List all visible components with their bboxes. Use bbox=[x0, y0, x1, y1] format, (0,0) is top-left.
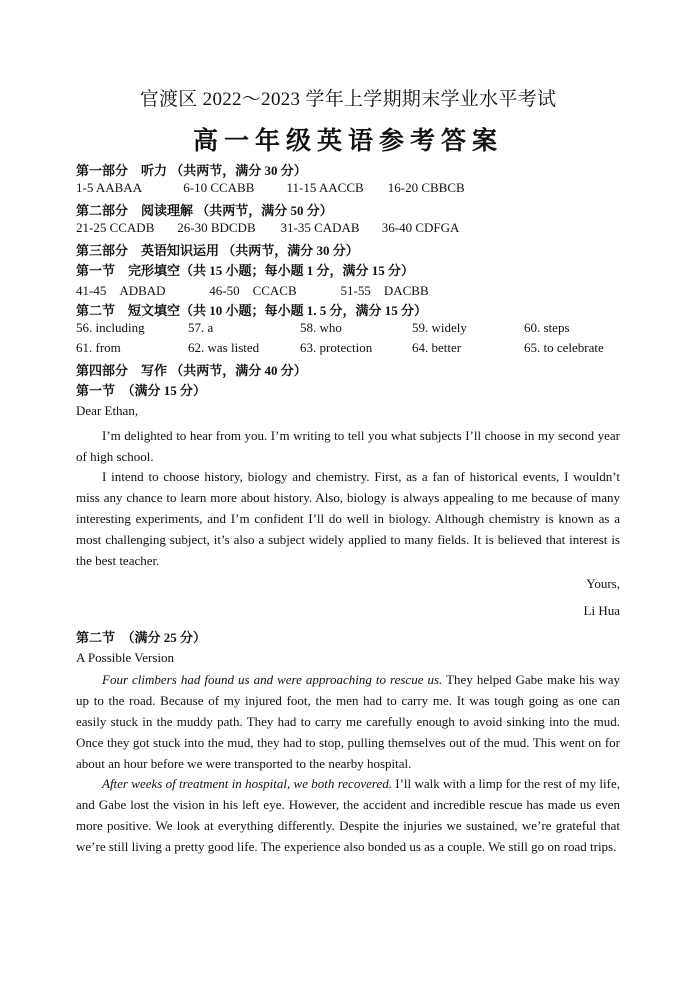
part1-heading: 第一部分 听力 （共两节，满分 30 分） bbox=[76, 163, 307, 178]
page-title: 官渡区 2022～2023 学年上学期期末学业水平考试 bbox=[139, 89, 557, 110]
part3-section2-heading: 第二节 短文填空（共 10 小题；每小题 1. 5 分，满分 15 分） bbox=[76, 303, 428, 318]
part2-heading: 第二部分 阅读理解 （共两节，满分 50 分） bbox=[76, 203, 333, 218]
fill-answer: 65. to celebrate bbox=[524, 340, 604, 355]
part2-answers bbox=[76, 220, 459, 236]
answer-group: 51-55 DACBB bbox=[340, 283, 429, 298]
fill-answer: 61. from bbox=[76, 340, 121, 355]
story-paragraph-1-body: They helped Gabe make his way up to the road. Because of my injured foot, the men had to carry me. It was tough going as one can easily stuck in the muddy path. They had to carry me carefully enough to avoid sinking into the mud. Once they got stuck into the mud, they had to stop, pulling themselves out of the mud. This went on for about an hour before we were transported to the nearby hospital. bbox=[76, 672, 620, 771]
part4-heading: 第四部分 写作 （共两节，满分 40 分） bbox=[76, 363, 307, 378]
fill-answer: 56. including bbox=[76, 320, 145, 335]
answer-group: 16-20 CBBCB bbox=[387, 180, 465, 195]
story-paragraph-2-lead: After weeks of treatment in hospital, we both recovered. bbox=[102, 776, 392, 791]
answer-group: 6-10 CCABB bbox=[183, 180, 255, 195]
part3-section1-heading: 第一节 完形填空（共 15 小题；每小题 1 分，满分 15 分） bbox=[76, 263, 415, 278]
story-paragraph-1-lead: Four climbers had found us and were approaching to rescue us. bbox=[102, 672, 443, 687]
answer-group: 46-50 CCACB bbox=[209, 283, 297, 298]
letter-paragraph-1: I’m delighted to hear from you. I’m writing to tell you what subjects I’ll choose in my second year of high school. bbox=[76, 428, 620, 464]
fill-answer: 63. protection bbox=[300, 340, 373, 355]
fill-answer: 59. widely bbox=[412, 320, 467, 335]
letter-paragraph-2: I intend to choose history, biology and chemistry. First, as a fan of historical events, I wouldn’t miss any chance to learn more about history. Also, biology is always appealing to me because of many interesting experiments, and I’m confident I’ll do well in biology. Although chemistry is known as a most challenging subject, it’s also a subject widely applied to many fields. It is believed that interest is the best teacher. bbox=[76, 469, 620, 568]
answer-group: 41-45 ADBAD bbox=[76, 283, 166, 298]
part4-section2-heading: 第二节 （满分 25 分） bbox=[76, 630, 207, 645]
fill-answer: 64. better bbox=[412, 340, 462, 355]
fill-answer: 62. was listed bbox=[188, 340, 260, 355]
answer-group: 1-5 AABAA bbox=[76, 180, 143, 195]
answer-group: 31-35 CADAB bbox=[280, 220, 360, 235]
story-paragraph-2-body: I’ll walk with a limp for the rest of my life, and Gabe lost the vision in his left eye. However, the accident and incredible rescue has made us even more positive. We look at everything differently. Despite the injuries we sustained, we’re grateful that we’re still living a pretty good life. The experience also bonded us as a couple. We still go on road trips. bbox=[76, 776, 620, 854]
story-paragraph-2 bbox=[76, 773, 620, 857]
letter-signature: Li Hua bbox=[583, 603, 620, 618]
story-paragraph-1 bbox=[76, 669, 620, 774]
answer-group: 11-15 AACCB bbox=[286, 180, 364, 195]
part1-answers bbox=[76, 180, 465, 196]
fill-answer: 58. who bbox=[300, 320, 342, 335]
answer-group: 21-25 CCADB bbox=[76, 220, 155, 235]
possible-version-label: A Possible Version bbox=[76, 650, 174, 665]
part4-section1-heading: 第一节 （满分 15 分） bbox=[76, 383, 207, 398]
fill-answers-row-1 bbox=[76, 320, 636, 336]
letter-closing: Yours, bbox=[586, 576, 620, 591]
part3-heading: 第三部分 英语知识运用 （共两节，满分 30 分） bbox=[76, 243, 359, 258]
fill-answer: 57. a bbox=[188, 320, 214, 335]
fill-answers-row-2 bbox=[76, 340, 636, 356]
part3-section1-answers bbox=[76, 280, 429, 299]
fill-answer: 60. steps bbox=[524, 320, 570, 335]
letter-greeting: Dear Ethan, bbox=[76, 403, 139, 418]
answer-group: 26-30 BDCDB bbox=[177, 220, 256, 235]
page-subtitle: 高一年级英语参考答案 bbox=[192, 128, 503, 155]
answer-group: 36-40 CDFGA bbox=[381, 220, 460, 235]
